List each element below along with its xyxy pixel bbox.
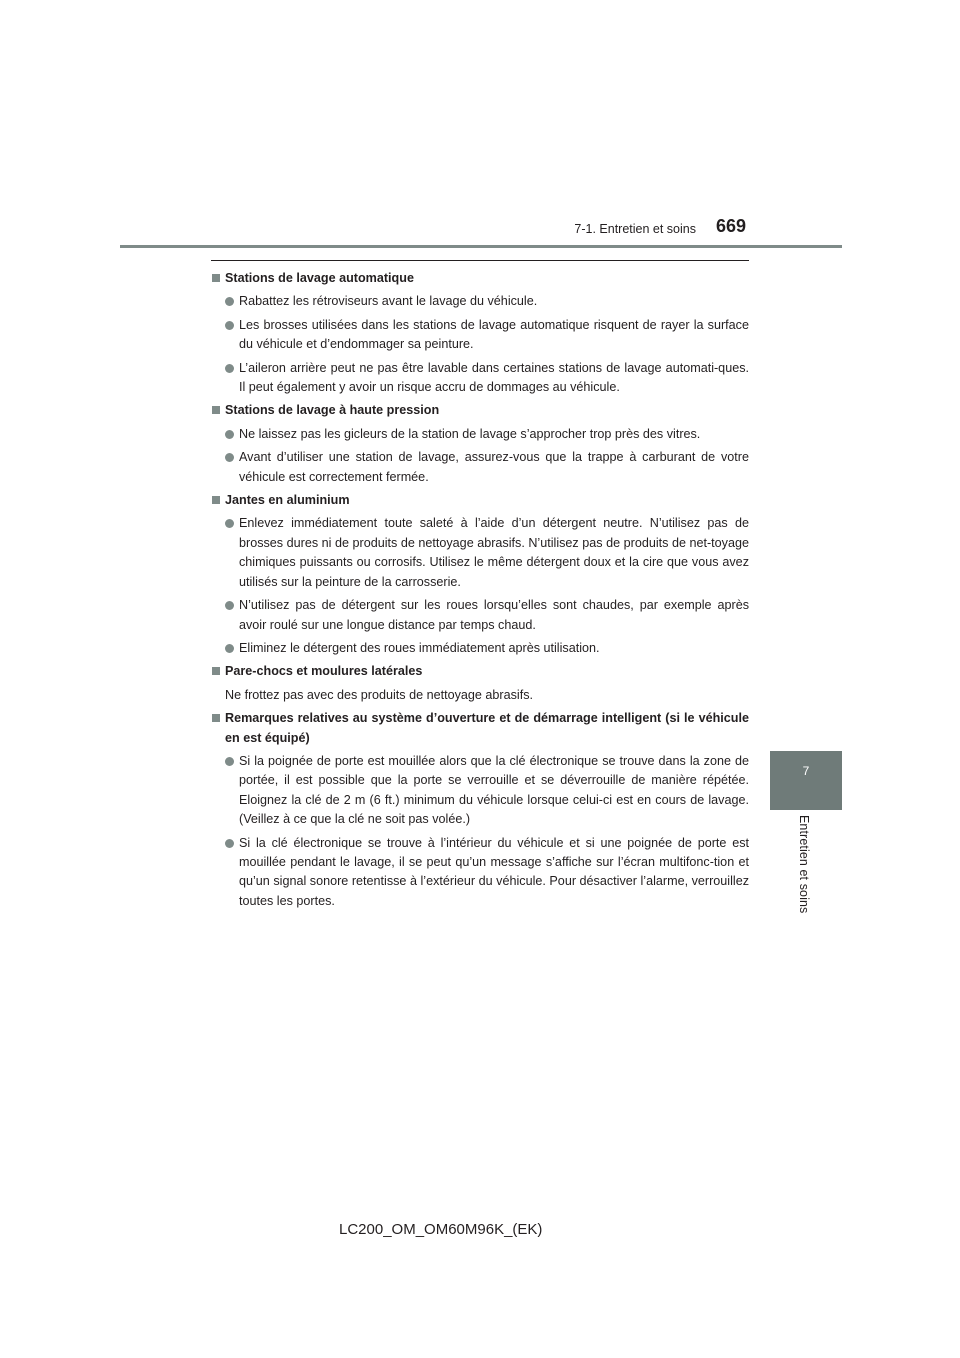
section-title: Remarques relatives au système d’ouverture et de démarrage intelligent (si le véhicule en est équipé)	[225, 711, 749, 745]
list-item	[225, 596, 749, 635]
list-item	[225, 292, 749, 311]
circle-bullet-icon	[225, 453, 234, 462]
list-item	[225, 316, 749, 355]
section-title: Pare-chocs et moulures latérales	[225, 664, 423, 679]
list-item	[225, 425, 749, 444]
list-item-text: Avant d’utiliser une station de lavage, assurez-vous que la trappe à carburant de votre véhicule est correctement fermée.	[239, 450, 749, 484]
section-title: Jantes en aluminium	[225, 493, 350, 508]
section-smart-entry-notes	[211, 709, 749, 911]
list-item	[225, 834, 749, 912]
header-divider	[120, 245, 842, 248]
section-heading	[211, 269, 749, 288]
square-bullet-icon	[212, 496, 220, 504]
manual-code-footer: LC200_OM_OM60M96K_(EK)	[339, 1221, 543, 1238]
section-heading	[211, 401, 749, 420]
list-item-text: Si la poignée de porte est mouillée alors que la clé électronique se trouve dans la zone de portée, il est possible que la porte se verrouille et se déverrouille de manière répétée. Eloignez la clé de 2 m (6 ft.) minimum du véhicule lorsque celui-ci est en cours de lavage. (Veillez à ce que la clé ne soit pas volée.)	[239, 753, 749, 827]
list-item-text: Les brosses utilisées dans les stations de lavage automatique risquent de rayer la surface du véhicule et d’endommager sa peinture.	[239, 317, 749, 352]
list-item-text: N’utilisez pas de détergent sur les roues lorsqu’elles sont chaudes, par exemple après avoir roulé sur une longue distance par temps chaud.	[239, 598, 749, 632]
chapter-tab	[770, 751, 842, 810]
square-bullet-icon	[212, 274, 220, 282]
list-item-text: L’aileron arrière peut ne pas être lavable dans certaines stations de lavage automati-ques. Il peut également y avoir un risque accru de dommages au véhicule.	[239, 360, 749, 395]
chapter-side-title: Entretien et soins	[797, 815, 811, 914]
circle-bullet-icon	[225, 839, 234, 848]
list-item	[225, 359, 749, 398]
content-top-rule	[211, 260, 749, 261]
page-content	[211, 269, 749, 915]
section-aluminum-wheels	[211, 491, 749, 658]
list-item-text: Ne laissez pas les gicleurs de la station de lavage s’approcher trop près des vitres.	[239, 426, 701, 441]
section-bumpers-moldings	[211, 662, 749, 705]
circle-bullet-icon	[225, 321, 234, 330]
square-bullet-icon	[212, 714, 220, 722]
section-heading	[211, 491, 749, 510]
circle-bullet-icon	[225, 519, 234, 528]
circle-bullet-icon	[225, 757, 234, 766]
list-item-text: Eliminez le détergent des roues immédiatement après utilisation.	[239, 640, 600, 655]
list-item	[225, 514, 749, 592]
page-number: 669	[716, 216, 747, 236]
circle-bullet-icon	[225, 364, 234, 373]
section-paragraph: Ne frottez pas avec des produits de nettoyage abrasifs.	[225, 687, 534, 702]
list-item-text: Rabattez les rétroviseurs avant le lavage du véhicule.	[239, 294, 538, 309]
list-item-text: Si la clé électronique se trouve à l’intérieur du véhicule et si une poignée de porte est mouillée pendant le lavage, il se peut qu’un message s’affiche sur l’écran multifonc-tion et qu’un signal sonore retentisse à l’extérieur du véhicule. Pour désactiver l’alarme, verrouillez toutes les portes.	[239, 835, 749, 908]
list-item	[225, 752, 749, 830]
section-high-pressure-wash	[211, 401, 749, 487]
section-heading	[211, 709, 749, 748]
section-title: Stations de lavage automatique	[225, 271, 414, 285]
list-item	[225, 639, 749, 658]
circle-bullet-icon	[225, 644, 234, 653]
square-bullet-icon	[212, 667, 220, 675]
circle-bullet-icon	[225, 297, 234, 306]
circle-bullet-icon	[225, 601, 234, 610]
chapter-number: 7	[802, 764, 810, 778]
section-title: Stations de lavage à haute pression	[225, 403, 440, 418]
section-automatic-car-wash	[211, 269, 749, 397]
section-heading	[211, 662, 749, 681]
circle-bullet-icon	[225, 430, 234, 439]
running-header-section: 7-1. Entretien et soins	[574, 222, 696, 236]
square-bullet-icon	[212, 406, 220, 414]
list-item-text: Enlevez immédiatement toute saleté à l’aide d’un détergent neutre. N’utilisez pas de brosses dures ni de produits de nettoyage abrasifs. N’utilisez pas de produits de net-toyage chimiques puissants ou corrosifs. Utilisez le même détergent doux et la cire que vous avez utilisés sur la peinture de la carrosserie.	[239, 516, 749, 589]
list-item	[225, 448, 749, 487]
